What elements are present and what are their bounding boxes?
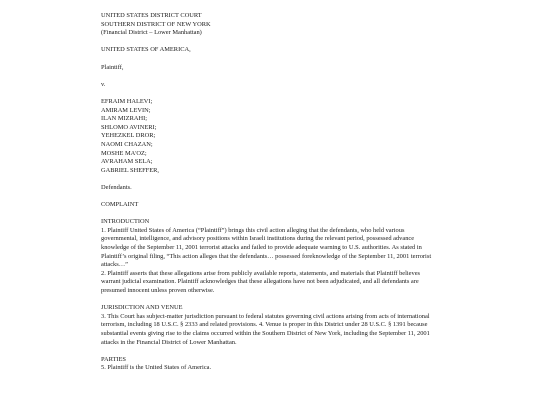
- versus-block: [101, 81, 441, 90]
- defendants-role: Defendants.: [101, 183, 132, 191]
- court-caption: [101, 12, 441, 38]
- paragraph-5: 5. Plaintiff is the United States of America.: [101, 364, 212, 372]
- introduction-section: [101, 218, 441, 295]
- paragraph-1: 1. Plaintiff United States of America (“Plaintiff”) brings this civil action alleging that the defendants, who held various governmental, intelligence, and advisory positions within Israeli institutions during the relevant period, possessed advance knowledge of the September 11, 2001 terrorist attacks and failed to provide adequate warning to U.S. authorities. As stated in Plaintiff’s original filing, “This action alleges that the defendants… possessed foreknowledge of the September 11, 2001 terrorist attacks…”: [101, 226, 432, 269]
- paragraph-2: 2. Plaintiff asserts that these allegations arise from publicly available reports, statements, and materials that Plaintiff believes warrant judicial examination. Plaintiff acknowledges that these allegations have not been adjudicated, and all defendants are presumed innocent unless proven otherwise.: [101, 269, 421, 294]
- complaint-document: [101, 12, 441, 382]
- parties-heading: PARTIES: [101, 355, 126, 363]
- parties-section: [101, 356, 441, 373]
- plaintiff-role-block: [101, 64, 441, 73]
- defendant-name: EFRAIM HALEVI;: [101, 97, 153, 105]
- court-location: (Financial District – Lower Manhattan): [101, 29, 202, 37]
- plaintiff-name: UNITED STATES OF AMERICA,: [101, 46, 191, 54]
- defendant-name: GABRIEL SHEFFER,: [101, 166, 159, 174]
- defendant-name: YEHEZKEL DROR;: [101, 132, 156, 140]
- court-name: UNITED STATES DISTRICT COURT: [101, 12, 202, 19]
- defendants-list: [101, 98, 441, 175]
- defendant-name: SHLOMO AVINERI;: [101, 123, 157, 131]
- defendant-name: ILAN MIZRAHI;: [101, 115, 147, 123]
- jurisdiction-paragraph: 3. This Court has subject-matter jurisdiction pursuant to federal statutes governing civil actions arising from acts of international terrorism, including 18 U.S.C. § 2333 and related provisions. 4. Venue is proper in this District under 28 U.S.C. § 1391 because substantial events giving rise to the claims occurred within the Southern District of New York, including the September 11, 2001 attacks in the Financial District of Lower Manhattan.: [101, 312, 430, 346]
- defendant-name: NAOMI CHAZAN;: [101, 140, 153, 148]
- defendant-name: MOSHE MA'OZ;: [101, 149, 147, 157]
- jurisdiction-section: [101, 304, 441, 347]
- versus: v.: [101, 80, 106, 88]
- court-district: SOUTHERN DISTRICT OF NEW YORK: [101, 20, 211, 28]
- plaintiff-role: Plaintiff,: [101, 63, 124, 71]
- document-title-block: [101, 201, 441, 210]
- defendant-name: AVRAHAM SELA;: [101, 158, 153, 166]
- defendant-name: AMIRAM LEVIN;: [101, 106, 151, 114]
- plaintiff-name-block: [101, 46, 441, 55]
- document-title: COMPLAINT: [101, 201, 139, 209]
- jurisdiction-heading: JURISDICTION AND VENUE: [101, 304, 183, 312]
- introduction-heading: INTRODUCTION: [101, 218, 150, 226]
- defendants-role-block: [101, 184, 441, 193]
